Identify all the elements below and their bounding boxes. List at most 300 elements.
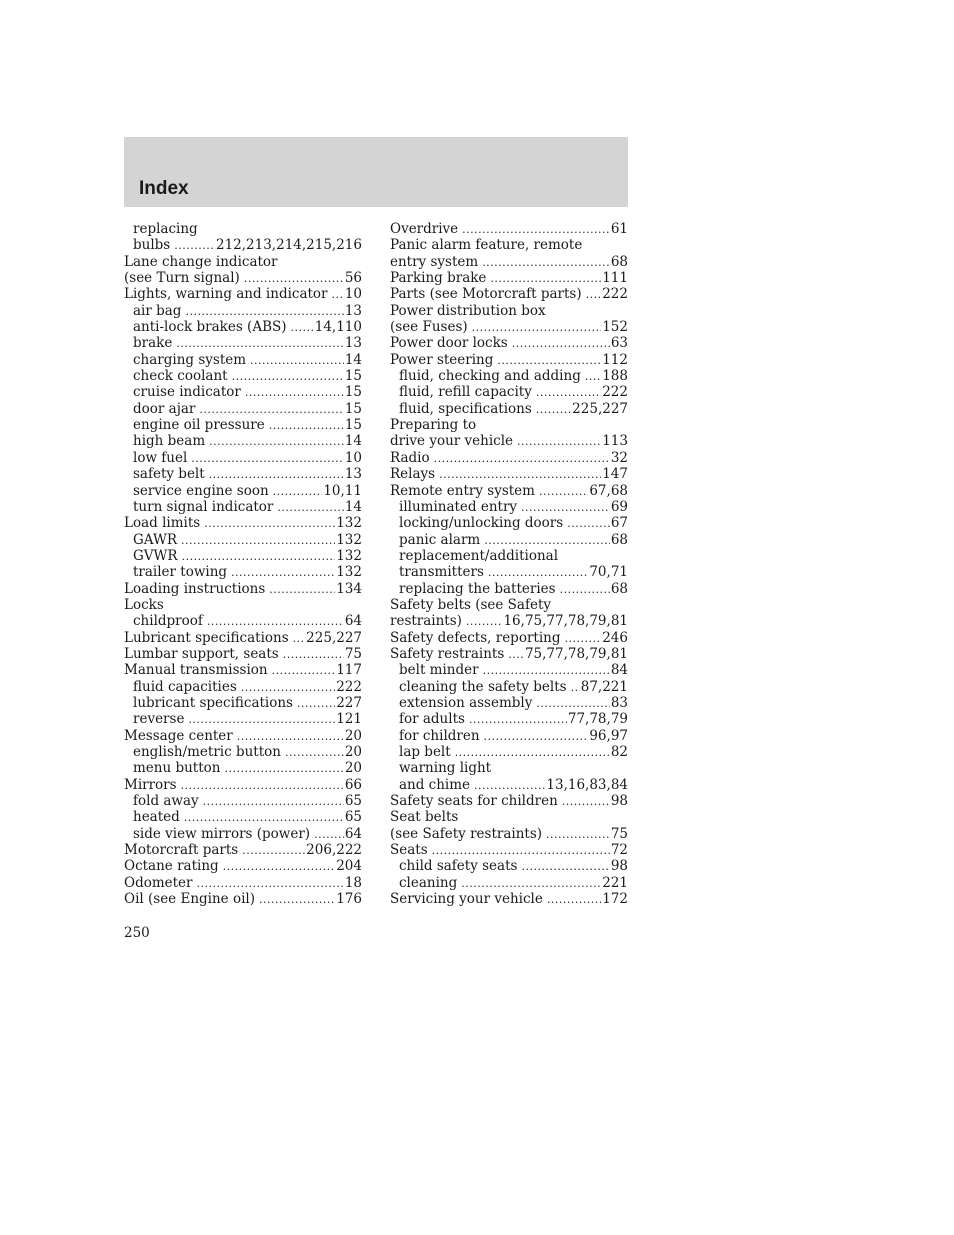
index-term: Lane change indicator xyxy=(124,253,278,270)
index-entry xyxy=(124,597,362,613)
index-entry xyxy=(124,891,362,907)
index-term: drive your vehicle xyxy=(390,433,514,450)
index-page-refs: 132 xyxy=(336,515,362,532)
index-entry xyxy=(390,384,628,400)
index-entry xyxy=(124,450,362,466)
index-page-refs: 14 xyxy=(344,433,362,450)
index-entry xyxy=(124,826,362,842)
index-entry xyxy=(390,335,628,351)
index-term: extension assembly xyxy=(399,694,533,711)
index-page-refs: 66 xyxy=(344,776,362,793)
index-page-refs: 222 xyxy=(602,384,628,401)
index-entry xyxy=(390,613,628,629)
index-entry xyxy=(390,466,628,482)
index-term: belt minder xyxy=(399,662,479,679)
index-entry xyxy=(124,793,362,809)
index-term: for children xyxy=(399,727,480,744)
dot-leader xyxy=(484,533,610,548)
index-page-refs: 75,77,78,79,81 xyxy=(524,645,628,662)
dot-leader xyxy=(434,451,610,466)
index-entry xyxy=(124,858,362,874)
index-entry xyxy=(124,711,362,727)
index-entry xyxy=(124,368,362,384)
index-entry xyxy=(390,417,628,433)
index-term: transmitters xyxy=(399,564,484,581)
dot-leader xyxy=(244,271,344,286)
page-title: Index xyxy=(139,178,189,199)
index-term: check coolant xyxy=(133,368,228,385)
dot-leader xyxy=(536,402,571,417)
index-page-refs: 246 xyxy=(602,629,628,646)
index-entry xyxy=(390,630,628,646)
index-entry xyxy=(124,515,362,531)
index-term: Parts (see Motorcraft parts) xyxy=(390,286,582,303)
index-page-refs: 64 xyxy=(344,613,362,630)
index-term: turn signal indicator xyxy=(133,498,274,515)
dot-leader xyxy=(181,533,335,548)
header-band xyxy=(124,137,628,207)
index-term: replacement/additional xyxy=(399,547,559,564)
index-term: trailer towing xyxy=(133,564,228,581)
index-term: illuminated entry xyxy=(399,498,518,515)
dot-leader xyxy=(474,778,545,793)
index-page-refs: 222 xyxy=(602,286,628,303)
dot-leader xyxy=(184,810,344,825)
index-page-refs: 112 xyxy=(602,351,628,368)
index-page-refs: 69 xyxy=(610,498,628,515)
index-term: charging system xyxy=(133,351,247,368)
index-entry xyxy=(390,237,628,253)
index-entry xyxy=(390,744,628,760)
index-entry xyxy=(124,744,362,760)
index-term: lubricant specifications xyxy=(133,694,293,711)
dot-leader xyxy=(461,876,601,891)
index-entry xyxy=(124,352,362,368)
index-term: Lumbar support, seats xyxy=(124,645,279,662)
dot-leader xyxy=(483,663,610,678)
dot-leader xyxy=(562,794,610,809)
index-term: child safety seats xyxy=(399,858,518,875)
dot-leader xyxy=(199,402,343,417)
index-entry xyxy=(390,532,628,548)
index-term: high beam xyxy=(133,433,206,450)
index-term: Servicing your vehicle xyxy=(390,891,543,908)
index-term: (see Safety restraints) xyxy=(390,825,543,842)
index-page-refs: 10 xyxy=(344,449,362,466)
index-term: locking/unlocking doors xyxy=(399,515,564,532)
index-entry xyxy=(390,581,628,597)
index-entry xyxy=(390,679,628,695)
dot-leader xyxy=(273,484,323,499)
index-term: fluid, refill capacity xyxy=(399,384,532,401)
index-term: bulbs xyxy=(133,237,171,254)
index-page-refs: 221 xyxy=(602,874,628,891)
index-term: Seats xyxy=(390,842,428,859)
index-page-refs: 117 xyxy=(336,662,362,679)
index-page-refs: 15 xyxy=(344,368,362,385)
index-term: Parking brake xyxy=(390,270,487,287)
index-entry xyxy=(124,417,362,433)
index-term: reverse xyxy=(133,711,185,728)
index-page-refs: 176 xyxy=(336,891,362,908)
dot-leader xyxy=(521,859,609,874)
index-entry xyxy=(390,401,628,417)
index-page-refs: 15 xyxy=(344,384,362,401)
index-term: safety belt xyxy=(133,466,205,483)
index-entry xyxy=(390,777,628,793)
index-page-refs: 14 xyxy=(344,498,362,515)
index-column-right xyxy=(390,221,628,907)
dot-leader xyxy=(293,631,306,646)
index-page-refs: 67,68 xyxy=(589,482,628,499)
dot-leader xyxy=(191,451,344,466)
index-term: cleaning the safety belts xyxy=(399,678,567,695)
index-entry xyxy=(390,515,628,531)
index-entry xyxy=(390,483,628,499)
index-term: entry system xyxy=(390,253,479,270)
dot-leader xyxy=(188,712,335,727)
index-page-refs: 83 xyxy=(610,694,628,711)
index-page-refs: 77,78,79 xyxy=(567,711,628,728)
index-term: Lights, warning and indicator xyxy=(124,286,328,303)
index-term: and chime xyxy=(399,776,471,793)
dot-leader xyxy=(490,271,601,286)
index-term: panic alarm xyxy=(399,531,481,548)
index-entry xyxy=(124,237,362,253)
index-term: Message center xyxy=(124,727,233,744)
index-page-refs: 96,97 xyxy=(589,727,628,744)
index-page-refs: 13,16,83,84 xyxy=(546,776,628,793)
index-term: english/metric button xyxy=(133,744,281,760)
index-term: Lubricant specifications xyxy=(124,629,289,646)
dot-leader xyxy=(466,614,503,629)
index-term: Relays xyxy=(390,466,436,483)
index-term: menu button xyxy=(133,760,221,777)
index-term: Safety defects, reporting xyxy=(390,629,561,646)
index-entry xyxy=(390,858,628,874)
index-term: engine oil pressure xyxy=(133,417,265,434)
index-term: lap belt xyxy=(399,744,451,760)
index-entry xyxy=(124,254,362,270)
dot-leader xyxy=(209,434,344,449)
index-entry xyxy=(390,368,628,384)
dot-leader xyxy=(332,287,344,302)
index-term: brake xyxy=(133,335,173,352)
dot-leader xyxy=(297,696,335,711)
dot-leader xyxy=(174,238,215,253)
index-column-left xyxy=(124,221,362,907)
index-entry xyxy=(390,760,628,776)
dot-leader xyxy=(245,385,344,400)
dot-leader xyxy=(488,565,588,580)
dot-leader xyxy=(272,663,336,678)
index-term: Safety restraints xyxy=(390,645,505,662)
index-entry xyxy=(124,433,362,449)
index-term: GVWR xyxy=(133,547,178,564)
index-term: Seat belts xyxy=(390,809,459,826)
index-entry xyxy=(390,270,628,286)
index-term: fluid, specifications xyxy=(399,400,532,417)
dot-leader xyxy=(482,255,610,270)
index-page-refs: 204 xyxy=(336,858,362,875)
dot-leader xyxy=(536,696,609,711)
dot-leader xyxy=(182,549,336,564)
dot-leader xyxy=(546,827,610,842)
index-entry xyxy=(390,286,628,302)
index-page-refs: 64 xyxy=(344,825,362,842)
dot-leader xyxy=(432,843,610,858)
index-term: fold away xyxy=(133,793,199,810)
index-page-refs: 87,221 xyxy=(580,678,628,695)
dot-leader xyxy=(250,353,344,368)
dot-leader xyxy=(547,892,601,907)
dot-leader xyxy=(176,336,343,351)
index-entry xyxy=(124,613,362,629)
dot-leader xyxy=(285,745,344,760)
index-term: Loading instructions xyxy=(124,580,266,597)
index-page-refs: 10,11 xyxy=(323,482,362,499)
index-term: replacing the batteries xyxy=(399,580,556,597)
dot-leader xyxy=(231,565,335,580)
index-entry xyxy=(390,646,628,662)
index-entry xyxy=(124,548,362,564)
index-term: restraints) xyxy=(390,613,462,630)
index-entry xyxy=(124,581,362,597)
index-term: cruise indicator xyxy=(133,384,241,401)
dot-leader xyxy=(536,385,601,400)
index-page-refs: 98 xyxy=(610,793,628,810)
index-term: Power door locks xyxy=(390,335,508,352)
dot-leader xyxy=(517,434,601,449)
index-page-refs: 75 xyxy=(344,645,362,662)
dot-leader xyxy=(223,859,336,874)
index-term: Safety belts (see Safety xyxy=(390,596,552,613)
index-term: Overdrive xyxy=(390,221,459,237)
index-page-refs: 63 xyxy=(610,335,628,352)
dot-leader xyxy=(462,222,610,237)
index-entry xyxy=(124,875,362,891)
index-page-refs: 132 xyxy=(336,531,362,548)
index-term: fluid capacities xyxy=(133,678,237,695)
index-page-refs: 10 xyxy=(344,286,362,303)
index-page-refs: 32 xyxy=(610,449,628,466)
index-term: low fuel xyxy=(133,449,188,466)
page-number: 250 xyxy=(124,925,150,941)
index-page-refs: 68 xyxy=(610,580,628,597)
index-term: GAWR xyxy=(133,531,178,548)
index-term: Preparing to xyxy=(390,417,477,434)
index-term: Power steering xyxy=(390,351,494,368)
dot-leader xyxy=(241,680,335,695)
index-page-refs: 225,227 xyxy=(572,400,628,417)
index-page-refs: 16,75,77,78,79,81 xyxy=(503,613,628,630)
index-page-refs: 13 xyxy=(344,335,362,352)
index-page-refs: 84 xyxy=(610,662,628,679)
index-entry xyxy=(124,777,362,793)
dot-leader xyxy=(314,827,344,842)
index-page-refs: 18 xyxy=(344,874,362,891)
dot-leader xyxy=(512,336,610,351)
index-page-refs: 121 xyxy=(336,711,362,728)
dot-leader xyxy=(469,712,567,727)
index-term: anti-lock brakes (ABS) xyxy=(133,319,287,336)
dot-leader xyxy=(585,369,601,384)
dot-leader xyxy=(484,729,589,744)
index-term: warning light xyxy=(399,760,492,777)
index-term: air bag xyxy=(133,302,182,319)
index-entry xyxy=(124,483,362,499)
dot-leader xyxy=(539,484,588,499)
index-page-refs: 113 xyxy=(602,433,628,450)
index-term: service engine soon xyxy=(133,482,269,499)
index-entry xyxy=(124,809,362,825)
dot-leader xyxy=(203,794,344,809)
index-entry xyxy=(124,303,362,319)
index-term: Panic alarm feature, remote xyxy=(390,237,583,254)
index-entry xyxy=(124,270,362,286)
index-page-refs: 132 xyxy=(336,564,362,581)
dot-leader xyxy=(283,647,344,662)
index-entry xyxy=(390,564,628,580)
index-page-refs: 56 xyxy=(344,270,362,287)
index-entry xyxy=(390,319,628,335)
dot-leader xyxy=(207,614,344,629)
index-entry xyxy=(390,793,628,809)
index-page-refs: 134 xyxy=(336,580,362,597)
index-entry xyxy=(124,679,362,695)
index-term: Octane rating xyxy=(124,858,219,875)
index-term: Safety seats for children xyxy=(390,793,558,810)
index-term: (see Turn signal) xyxy=(124,270,240,287)
index-entry xyxy=(124,564,362,580)
index-page-refs: 61 xyxy=(610,221,628,237)
index-entry xyxy=(124,728,362,744)
index-term: side view mirrors (power) xyxy=(133,825,311,842)
index-term: fluid, checking and adding xyxy=(399,368,581,385)
index-page-refs: 225,227 xyxy=(306,629,362,646)
dot-leader xyxy=(259,892,335,907)
index-entry xyxy=(124,695,362,711)
index-entry xyxy=(124,760,362,776)
index-term: heated xyxy=(133,809,180,826)
index-entry xyxy=(390,809,628,825)
index-entry xyxy=(124,646,362,662)
index-entry xyxy=(390,728,628,744)
dot-leader xyxy=(439,467,601,482)
index-entry xyxy=(390,842,628,858)
index-page-refs: 67 xyxy=(610,515,628,532)
index-entry xyxy=(390,499,628,515)
index-term: Oil (see Engine oil) xyxy=(124,891,255,908)
dot-leader xyxy=(242,843,305,858)
index-term: Load limits xyxy=(124,515,201,532)
index-page-refs: 20 xyxy=(344,760,362,777)
index-term: childproof xyxy=(133,613,203,630)
index-page-refs: 132 xyxy=(336,547,362,564)
dot-leader xyxy=(269,582,335,597)
index-page-refs: 206,222 xyxy=(306,842,362,859)
index-page-refs: 82 xyxy=(610,744,628,760)
dot-leader xyxy=(224,761,343,776)
index-page-refs: 188 xyxy=(602,368,628,385)
index-page-refs: 68 xyxy=(610,253,628,270)
index-term: Manual transmission xyxy=(124,662,268,679)
index-page-refs: 14 xyxy=(344,351,362,368)
index-entry xyxy=(124,286,362,302)
index-term: Remote entry system xyxy=(390,482,535,499)
index-page-refs: 20 xyxy=(344,727,362,744)
dot-leader xyxy=(291,320,314,335)
dot-leader xyxy=(521,500,610,515)
dot-leader xyxy=(269,418,344,433)
index-term: Mirrors xyxy=(124,776,177,793)
dot-leader xyxy=(185,304,343,319)
index-page-refs: 227 xyxy=(336,694,362,711)
index-page-refs: 111 xyxy=(602,270,628,287)
index-page-refs: 65 xyxy=(344,793,362,810)
index-page-refs: 20 xyxy=(344,744,362,760)
index-page-refs: 14,110 xyxy=(314,319,362,336)
index-term: Odometer xyxy=(124,874,193,891)
index-entry xyxy=(124,401,362,417)
index-page-refs: 222 xyxy=(336,678,362,695)
index-entry xyxy=(390,303,628,319)
index-entry xyxy=(124,662,362,678)
index-entry xyxy=(390,662,628,678)
index-entry xyxy=(390,875,628,891)
index-entry xyxy=(390,597,628,613)
dot-leader xyxy=(237,729,344,744)
dot-leader xyxy=(508,647,524,662)
index-page-refs: 13 xyxy=(344,302,362,319)
index-term: door ajar xyxy=(133,400,196,417)
index-entry xyxy=(124,466,362,482)
index-entry xyxy=(390,221,628,237)
dot-leader xyxy=(586,287,602,302)
index-entry xyxy=(124,335,362,351)
index-entry xyxy=(124,319,362,335)
index-entry xyxy=(390,826,628,842)
index-entry xyxy=(124,630,362,646)
index-entry xyxy=(390,352,628,368)
dot-leader xyxy=(571,680,580,695)
index-page-refs: 75 xyxy=(610,825,628,842)
index-entry xyxy=(390,433,628,449)
index-term: Motorcraft parts xyxy=(124,842,239,859)
index-term: replacing xyxy=(133,221,198,237)
dot-leader xyxy=(455,745,610,760)
dot-leader xyxy=(564,631,601,646)
index-entry xyxy=(390,891,628,907)
index-entry xyxy=(124,384,362,400)
index-page-refs: 15 xyxy=(344,400,362,417)
dot-leader xyxy=(560,582,610,597)
index-page-refs: 147 xyxy=(602,466,628,483)
dot-leader xyxy=(497,353,601,368)
index-entry xyxy=(390,450,628,466)
index-page-refs: 172 xyxy=(602,891,628,908)
index-entry xyxy=(390,254,628,270)
dot-leader xyxy=(181,778,344,793)
dot-leader xyxy=(232,369,344,384)
index-page-refs: 212,213,214,215,216 xyxy=(215,237,362,254)
index-page-refs: 152 xyxy=(602,319,628,336)
index-page-refs: 15 xyxy=(344,417,362,434)
index-term: cleaning xyxy=(399,874,458,891)
dot-leader xyxy=(209,467,344,482)
dot-leader xyxy=(472,320,602,335)
index-entry xyxy=(124,532,362,548)
